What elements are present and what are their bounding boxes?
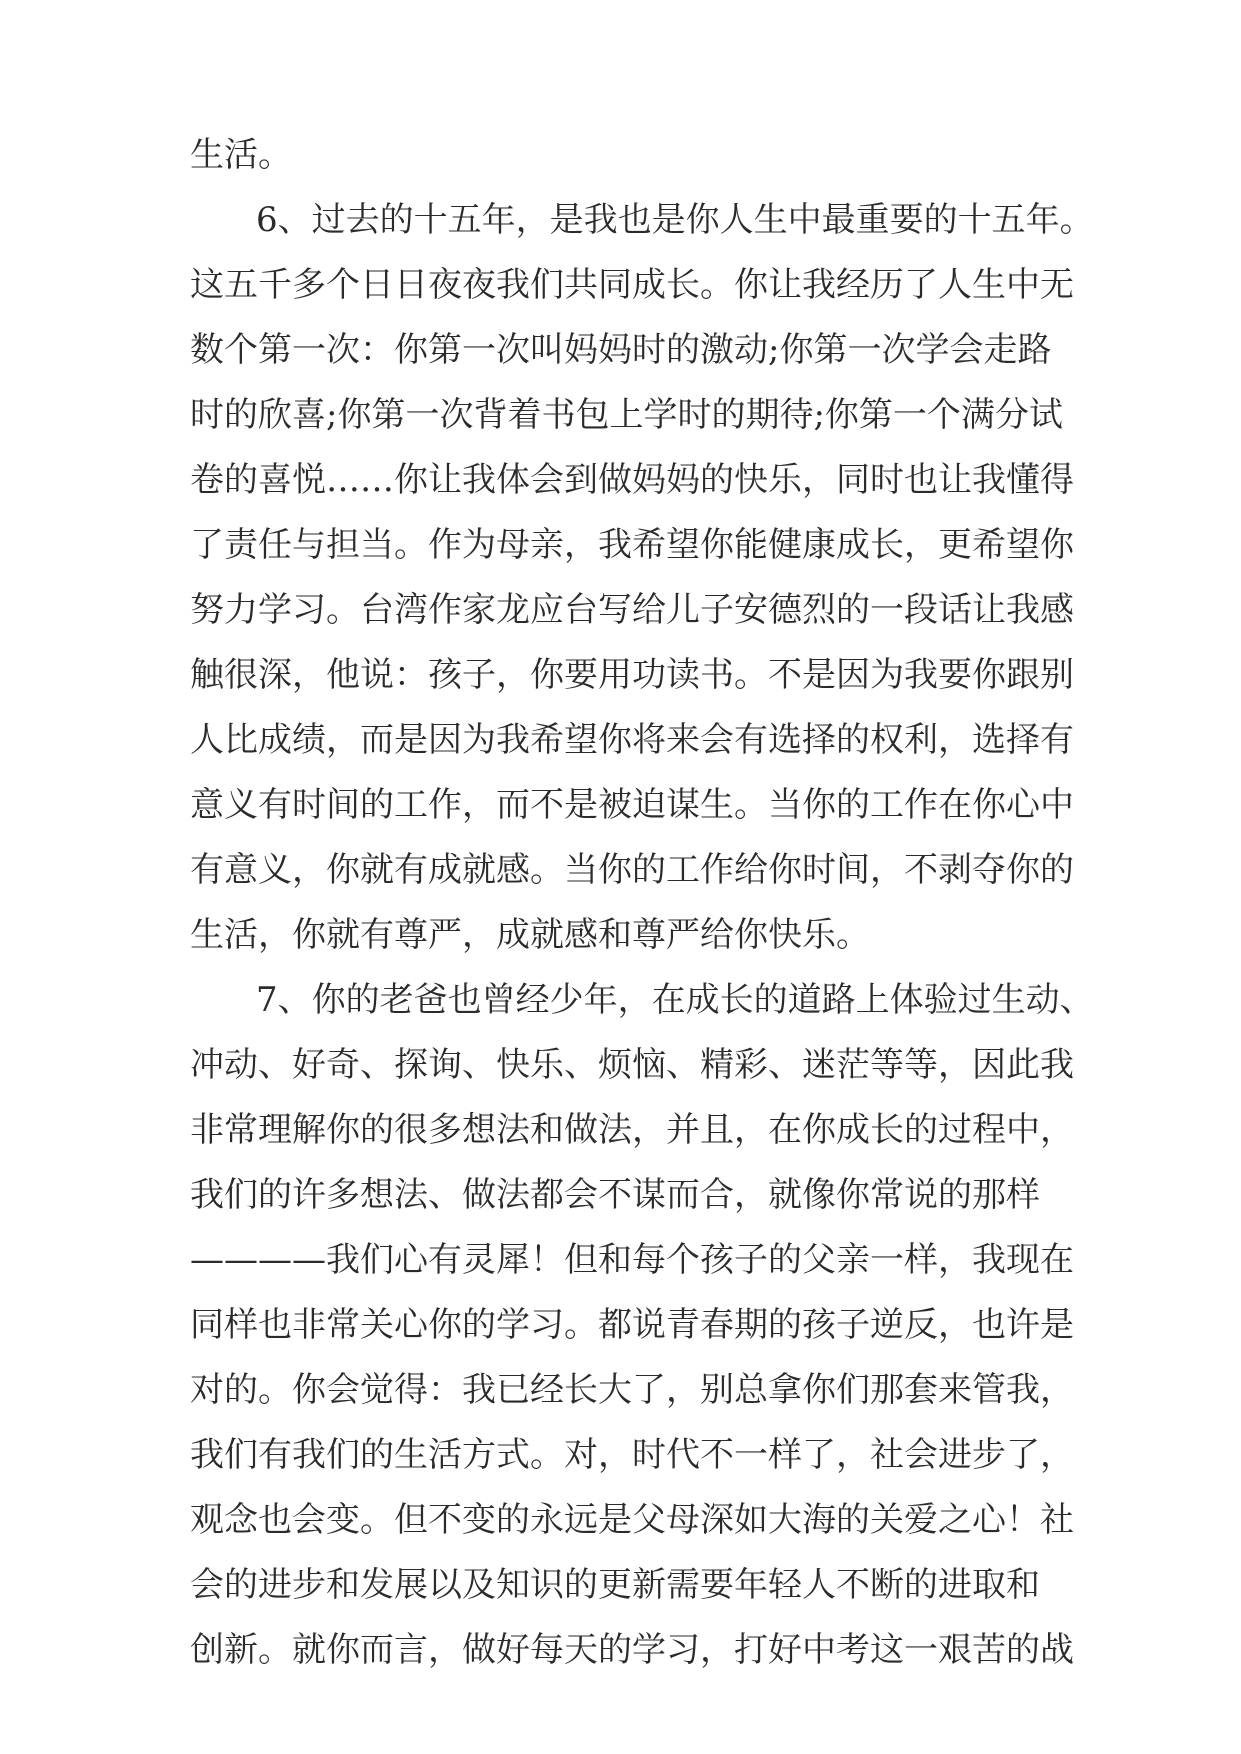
text-line: 冲动、好奇、探询、快乐、烦恼、精彩、迷茫等等，因此我 bbox=[190, 1045, 1074, 1085]
text-line: 努力学习。台湾作家龙应台写给儿子安德烈的一段话让我感 bbox=[190, 590, 1074, 630]
text-line: 人比成绩，而是因为我希望你将来会有选择的权利，选择有 bbox=[190, 720, 1074, 760]
text-line: 7、你的老爸也曾经少年，在成长的道路上体验过生动、 bbox=[256, 980, 1094, 1020]
text-line: 对的。你会觉得：我已经长大了，别总拿你们那套来管我， bbox=[190, 1370, 1074, 1410]
text-line: 同样也非常关心你的学习。都说青春期的孩子逆反，也许是 bbox=[190, 1305, 1074, 1345]
text-line: 我们有我们的生活方式。对，时代不一样了，社会进步了， bbox=[190, 1435, 1074, 1475]
text-line: 卷的喜悦……你让我体会到做妈妈的快乐，同时也让我懂得 bbox=[190, 460, 1074, 500]
text-line: 生活，你就有尊严，成就感和尊严给你快乐。 bbox=[190, 915, 870, 955]
text-line: 我们的许多想法、做法都会不谋而合，就像你常说的那样 bbox=[190, 1175, 1040, 1215]
text-line: 有意义，你就有成就感。当你的工作给你时间，不剥夺你的 bbox=[190, 850, 1074, 890]
text-line: 时的欣喜;你第一次背着书包上学时的期待;你第一个满分试 bbox=[190, 395, 1063, 435]
text-line: 6、过去的十五年，是我也是你人生中最重要的十五年。 bbox=[256, 200, 1094, 240]
text-line: ————我们心有灵犀！但和每个孩子的父亲一样，我现在 bbox=[190, 1240, 1074, 1280]
text-line: 创新。就你而言，做好每天的学习，打好中考这一艰苦的战 bbox=[190, 1630, 1074, 1670]
text-line: 生活。 bbox=[190, 135, 292, 175]
text-line: 观念也会变。但不变的永远是父母深如大海的关爱之心！社 bbox=[190, 1500, 1074, 1540]
text-line: 非常理解你的很多想法和做法，并且，在你成长的过程中， bbox=[190, 1110, 1074, 1150]
text-line: 数个第一次：你第一次叫妈妈时的激动;你第一次学会走路 bbox=[190, 330, 1052, 370]
text-line: 触很深，他说：孩子，你要用功读书。不是因为我要你跟别 bbox=[190, 655, 1074, 695]
text-line: 这五千多个日日夜夜我们共同成长。你让我经历了人生中无 bbox=[190, 265, 1074, 305]
text-line: 意义有时间的工作，而不是被迫谋生。当你的工作在你心中 bbox=[190, 785, 1074, 825]
text-line: 会的进步和发展以及知识的更新需要年轻人不断的进取和 bbox=[190, 1565, 1040, 1605]
text-line: 了责任与担当。作为母亲，我希望你能健康成长，更希望你 bbox=[190, 525, 1074, 565]
